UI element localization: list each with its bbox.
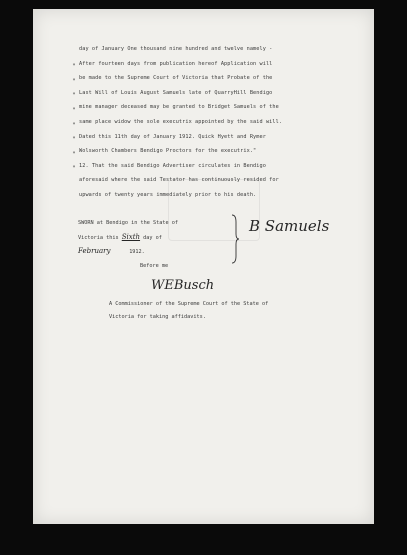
margin-quote-mark: " (72, 63, 76, 70)
margin-quote-mark: " (72, 136, 76, 143)
deponent-signature: B Samuels (249, 217, 330, 235)
margin-quote-mark: " (72, 107, 76, 114)
body-line: Wolsworth Chambers Bendigo Proctors for the executrix." (79, 148, 257, 155)
commissioner-caption (109, 298, 268, 324)
body-line: same place widow the sole executrix appointed by the said will. (79, 118, 283, 125)
affidavit-body-text (79, 42, 364, 203)
jurat-text: 1912. (129, 249, 145, 255)
body-line: upwards of twenty years immediately prior to his death. (79, 191, 257, 198)
jurat-line: SWORN at Bendigo in the State of (78, 220, 178, 226)
document-page (33, 9, 374, 524)
body-line: 12. That the said Bendigo Advertiser circulates in Bendigo (79, 162, 266, 169)
margin-quote-mark: " (72, 165, 76, 172)
body-line: Dated this 11th day of January 1912. Quick Hyett and Rymer (79, 133, 266, 140)
margin-quote-mark: " (72, 122, 76, 129)
jurat-line: Before me (140, 262, 169, 269)
margin-quote-mark: " (72, 92, 76, 99)
jurat-block (78, 217, 178, 273)
handwritten-month: February (78, 247, 111, 255)
commissioner-line: A Commissioner of the Supreme Court of the State of (109, 301, 269, 307)
commissioner-signature: WEBusch (151, 278, 215, 293)
margin-quote-mark: " (72, 78, 76, 85)
jurat-text: day of (143, 234, 162, 241)
body-line: day of January One thousand nine hundred and twelve namely - (79, 46, 273, 52)
body-line: mine manager deceased may be granted to Bridget Samuels of the (79, 104, 279, 111)
margin-quote-mark: " (72, 151, 76, 158)
body-line: be made to the Supreme Court of Victoria that Probate of the (79, 75, 273, 82)
jurat-line (78, 231, 178, 246)
body-line: aforesaid where the said Testator has continuously resided for (79, 177, 279, 184)
body-line: After fourteen days from publication hereof Application will (79, 60, 273, 67)
commissioner-line: Victoria for taking affidavits. (109, 314, 206, 320)
handwritten-day: Sixth (121, 232, 141, 241)
jurat-text: Victoria this (78, 234, 119, 241)
jurat-line (78, 245, 178, 260)
body-line: Last Will of Louis August Samuels late of QuarryHill Bendigo (79, 89, 273, 96)
curly-brace (230, 214, 240, 264)
